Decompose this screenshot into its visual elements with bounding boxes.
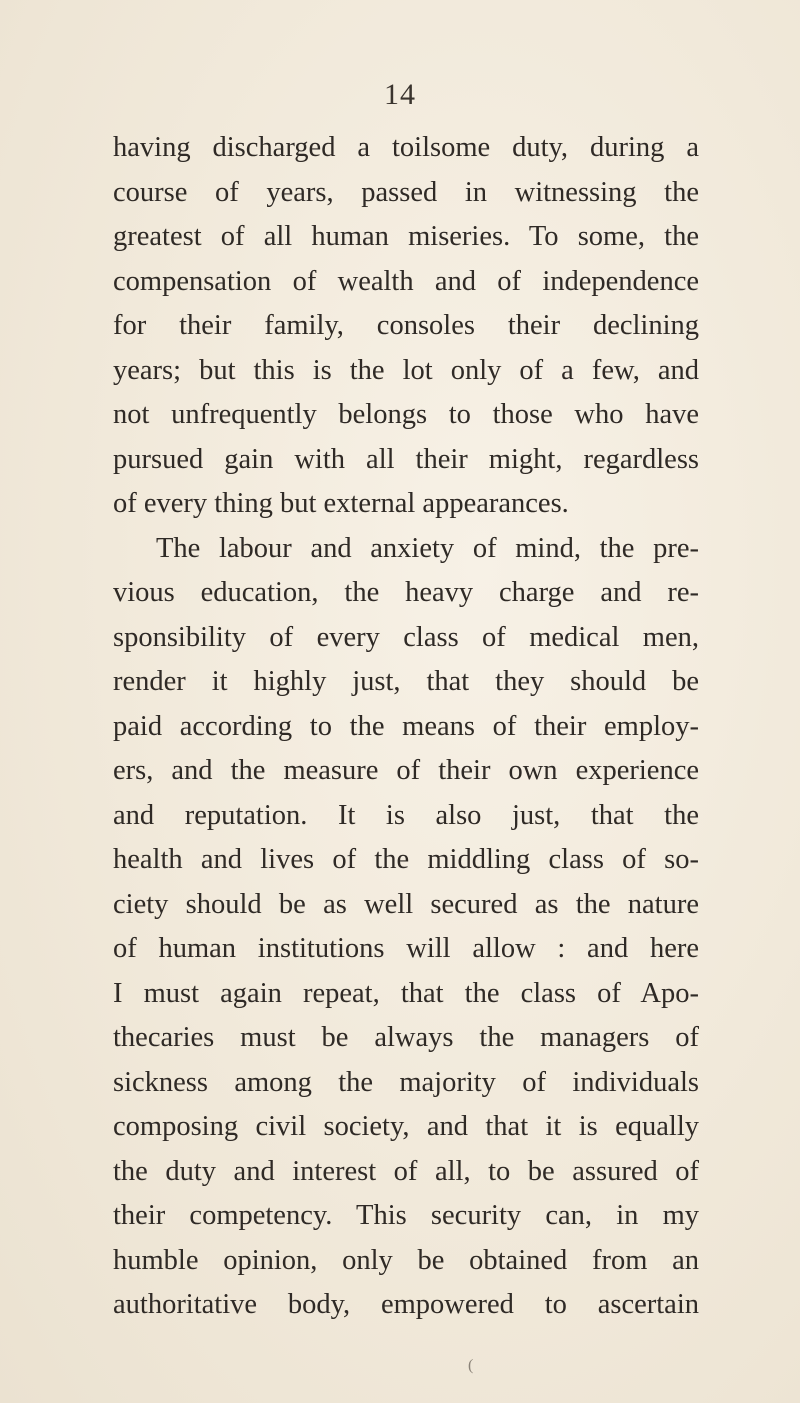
text-line: of human institutions will allow : and here <box>113 933 699 964</box>
text-line: humble opinion, only be obtained from an <box>113 1244 699 1276</box>
text-line: health and lives of the middling class of so- <box>113 844 699 875</box>
text-line: The labour and anxiety of mind, the pre- <box>156 532 699 564</box>
text-line: course of years, passed in witnessing the <box>113 176 699 208</box>
text-line: ers, and the measure of their own experience <box>113 755 699 786</box>
text-line: sponsibility of every class of medical men, <box>113 621 699 653</box>
page-number: 14 <box>384 78 416 111</box>
text-line: greatest of all human miseries. To some, the <box>113 221 699 252</box>
text-line: the duty and interest of all, to be assured of <box>113 1155 699 1187</box>
text-line: for their family, consoles their declining <box>113 310 699 341</box>
text-line: ciety should be as well secured as the nature <box>113 888 699 920</box>
text-line: of every thing but external appearances. <box>113 488 569 519</box>
text-line: having discharged a toilsome duty, during a <box>113 132 699 163</box>
text-line: and reputation. It is also just, that the <box>113 799 699 831</box>
text-line: not unfrequently belongs to those who have <box>113 399 699 430</box>
text-line: vious education, the heavy charge and re- <box>113 577 699 608</box>
text-line: thecaries must be always the managers of <box>113 1022 699 1053</box>
body-text <box>113 126 699 1328</box>
text-line: composing civil society, and that it is equally <box>113 1111 699 1142</box>
text-line: years; but this is the lot only of a few, and <box>113 354 699 386</box>
text-line: pursued gain with all their might, regardless <box>113 443 699 475</box>
text-line: I must again repeat, that the class of Apo- <box>113 977 699 1009</box>
text-line: render it highly just, that they should be <box>113 666 699 697</box>
footer-mark: ( <box>468 1357 474 1374</box>
text-line: their competency. This security can, in my <box>113 1200 699 1231</box>
text-line: compensation of wealth and of independence <box>113 265 699 297</box>
text-line: authoritative body, empowered to ascertain <box>113 1289 699 1320</box>
text-line: paid according to the means of their employ- <box>113 710 699 742</box>
text-line: sickness among the majority of individuals <box>113 1066 699 1098</box>
